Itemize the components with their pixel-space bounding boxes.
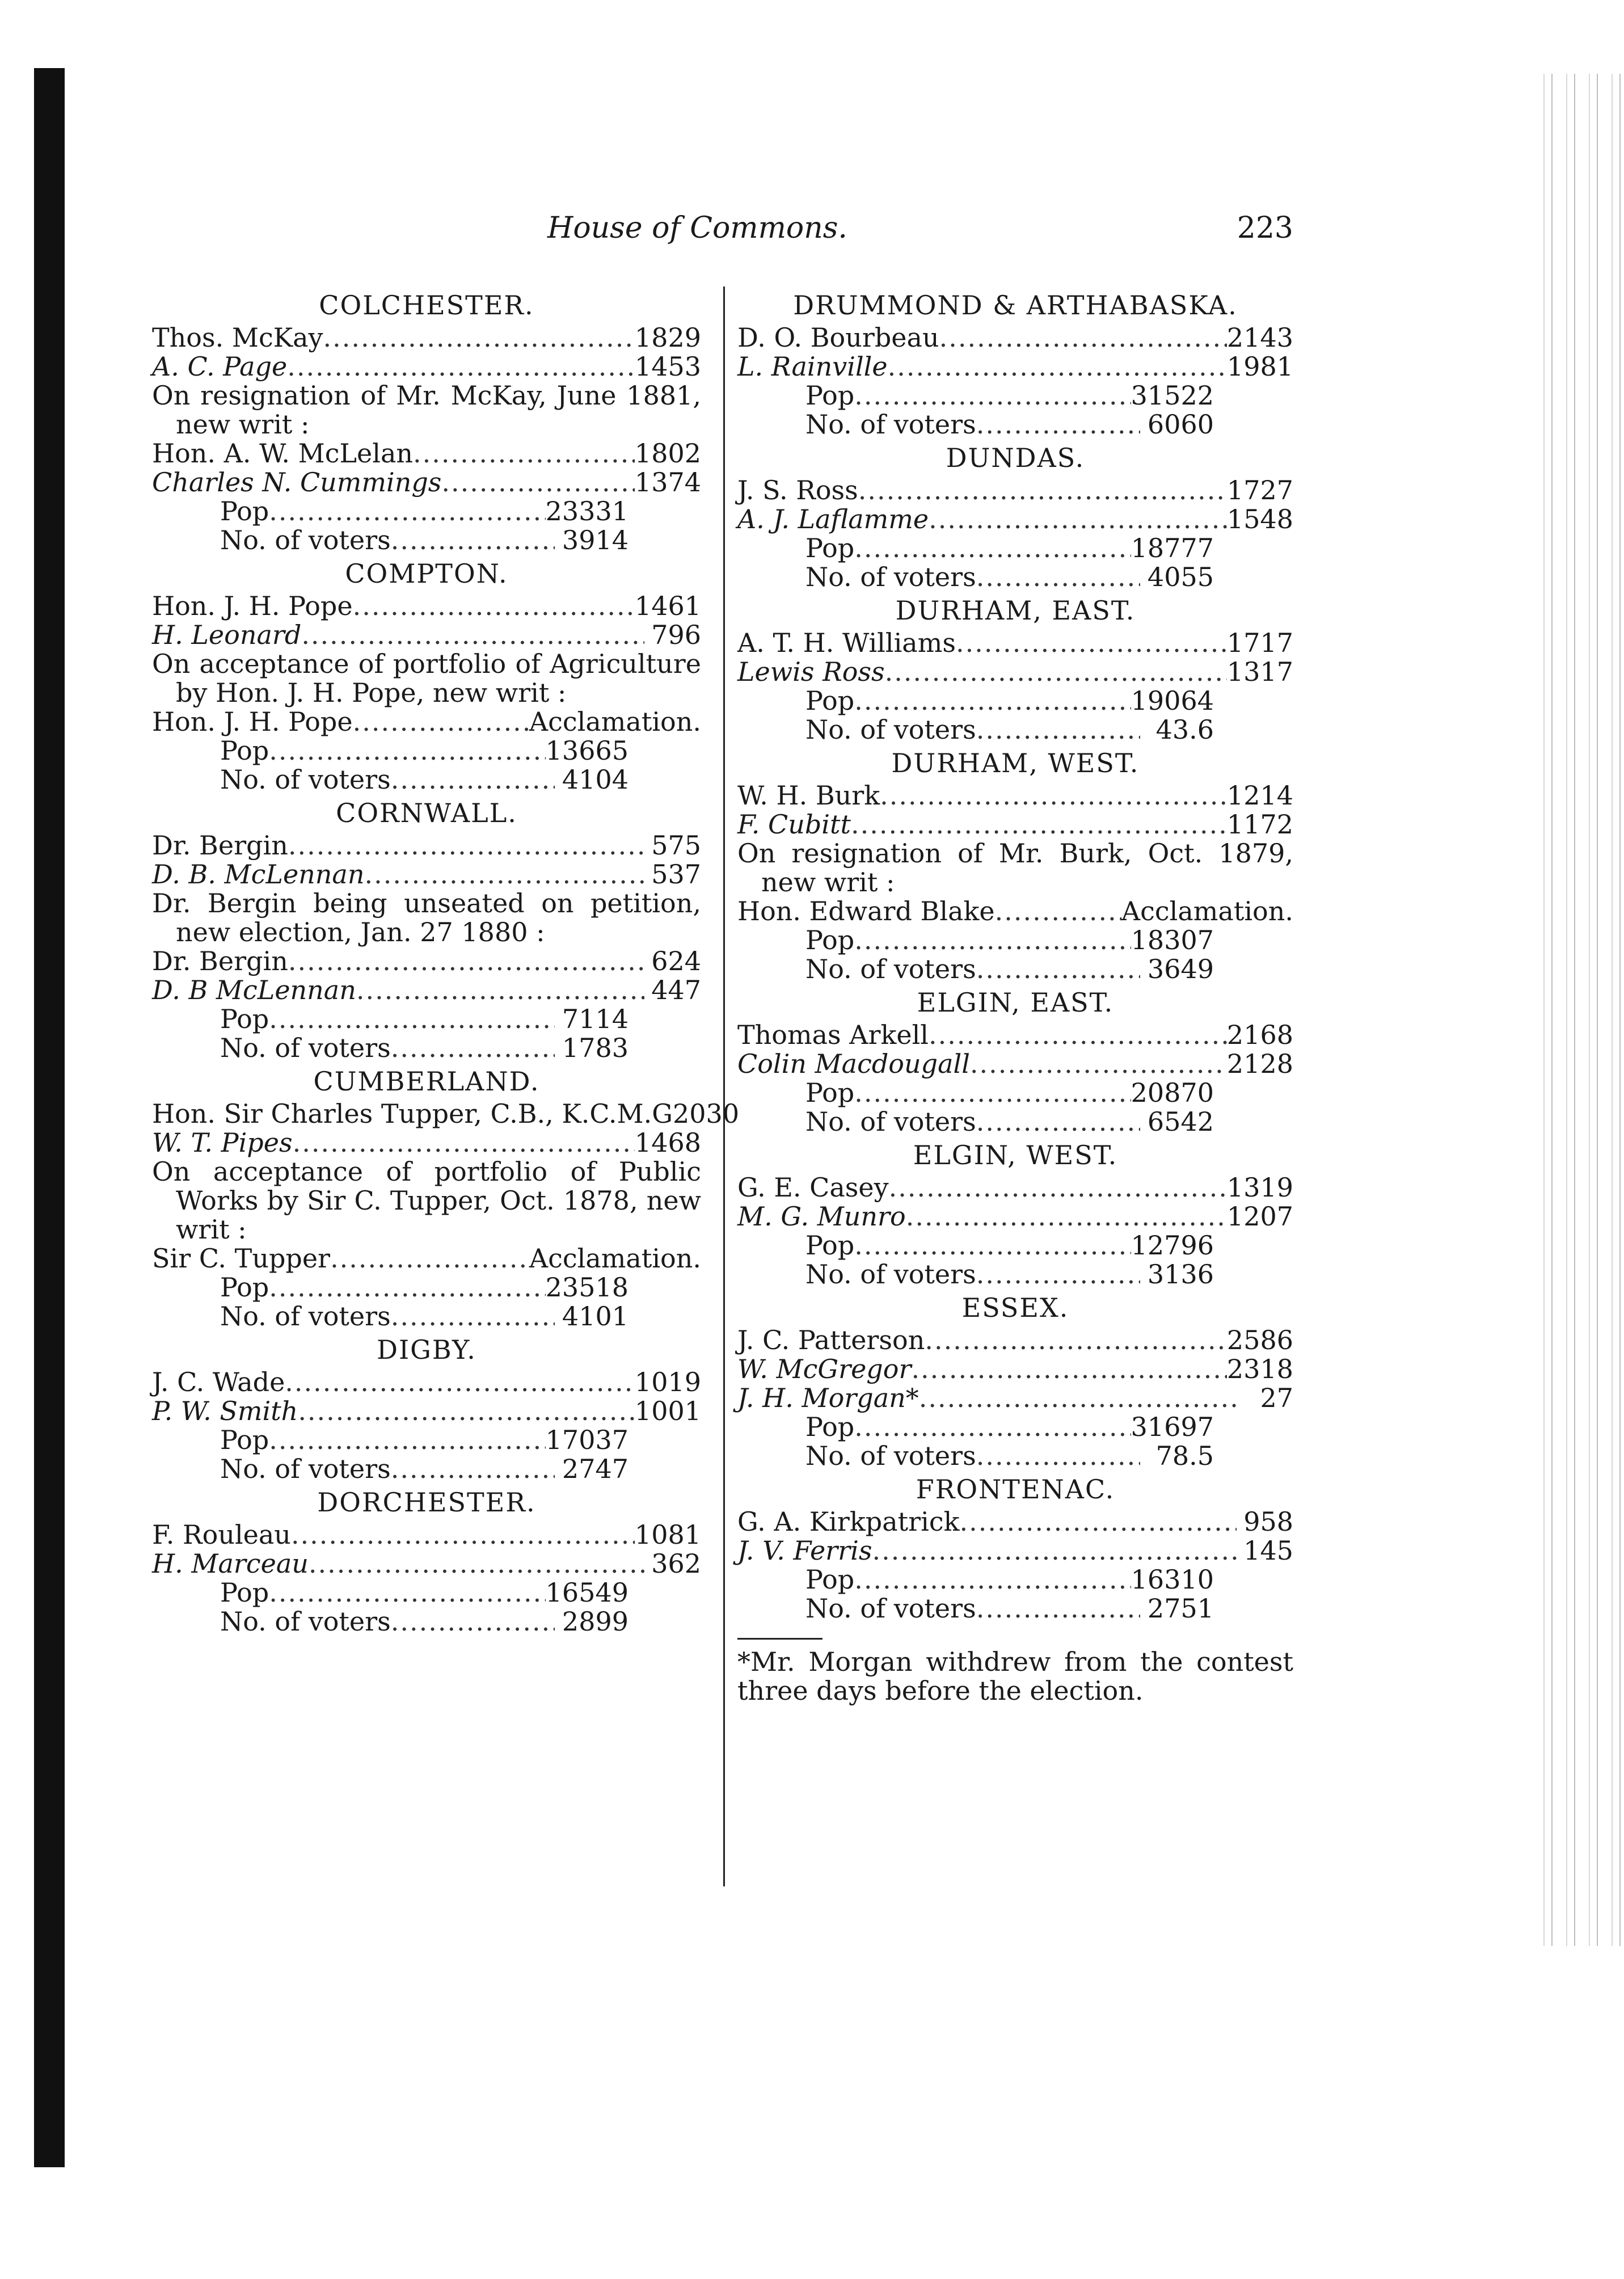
candidate-row [737, 897, 1293, 926]
candidate-name: H. Leonard [152, 620, 302, 650]
candidate-name: J. C. Wade [152, 1367, 285, 1397]
right-column [737, 287, 1293, 1705]
dot-leader [391, 765, 555, 794]
candidate-row [152, 323, 701, 352]
population-row [805, 1565, 1214, 1594]
candidate-votes: 1717 [1226, 627, 1293, 658]
dot-leader [269, 736, 545, 765]
footnote: *Mr. Morgan withdrew from the contest three days before the election. [737, 1646, 1293, 1706]
voters-row [220, 1034, 628, 1063]
population-label: Pop [220, 1004, 269, 1034]
riding-section [152, 1336, 701, 1484]
voters-label: No. of voters [805, 562, 976, 592]
population-row [805, 686, 1214, 715]
population-value: 17037 [545, 1425, 628, 1455]
voters-row [805, 1442, 1214, 1471]
voters-label: No. of voters [220, 1301, 391, 1332]
candidate-name: Hon. J. H. Pope [152, 591, 353, 621]
dot-leader [976, 1107, 1140, 1136]
voters-value: 2751 [1147, 1593, 1214, 1624]
candidate-row [737, 476, 1293, 505]
riding-name: FRONTENAC. [916, 1474, 1115, 1505]
candidate-votes: 2143 [1226, 322, 1293, 353]
scan-margin-noise [1539, 74, 1624, 1946]
population-value: 18307 [1131, 925, 1214, 955]
candidate-row [737, 781, 1293, 810]
candidate-name: D. O. Bourbeau [737, 322, 939, 353]
candidate-votes: 1172 [1226, 809, 1293, 840]
voters-row [805, 1107, 1214, 1136]
candidate-votes: Acclamation. [1121, 896, 1293, 926]
dot-leader [976, 1594, 1140, 1623]
population-label: Pop [220, 496, 269, 526]
candidate-row [152, 1549, 701, 1578]
candidate-votes: 1981 [1226, 351, 1293, 382]
candidate-votes: 2128 [1226, 1048, 1293, 1079]
candidate-row [152, 707, 701, 736]
candidate-row [737, 810, 1293, 839]
candidate-row [737, 1355, 1293, 1384]
dot-leader [939, 323, 1227, 352]
dot-leader [854, 381, 1131, 410]
voters-row [220, 1455, 628, 1484]
candidate-row [152, 592, 701, 621]
voters-label: No. of voters [805, 1259, 976, 1290]
population-value: 19064 [1131, 685, 1214, 716]
dot-leader [364, 860, 644, 889]
riding-section [152, 559, 701, 794]
voters-label: No. of voters [220, 1606, 391, 1637]
voters-row [805, 955, 1214, 984]
riding-name: DIGBY. [377, 1334, 476, 1365]
left-column [152, 287, 740, 1638]
voters-row [220, 526, 628, 555]
dot-leader [298, 1397, 635, 1426]
dot-leader [353, 707, 529, 736]
population-label: Pop [805, 1564, 855, 1595]
election-note: On resignation of Mr. McKay, June 1881, new writ : [152, 380, 701, 440]
voters-value: 4104 [562, 764, 628, 795]
population-label: Pop [805, 925, 855, 955]
dot-leader [851, 810, 1227, 839]
candidate-row [152, 1244, 701, 1273]
candidate-name: Hon. J. H. Pope [152, 706, 353, 737]
candidate-name: H. Marceau [152, 1548, 309, 1579]
population-value: 18777 [1131, 533, 1214, 563]
voters-row [805, 715, 1214, 744]
candidate-name: W. McGregor [737, 1354, 912, 1384]
dot-leader [291, 1520, 635, 1549]
candidate-row [152, 947, 701, 976]
candidate-votes: 1207 [1226, 1201, 1293, 1232]
page-header [147, 211, 1293, 256]
population-row [220, 497, 628, 526]
candidate-row [737, 1173, 1293, 1202]
candidate-name: F. Cubitt [737, 809, 851, 840]
riding-section [152, 799, 701, 1063]
voters-label: No. of voters [805, 1440, 976, 1471]
dot-leader [293, 1128, 635, 1157]
voters-row [805, 1260, 1214, 1289]
dot-leader [269, 1578, 545, 1607]
dot-leader [854, 1565, 1131, 1594]
candidate-votes: 1727 [1226, 475, 1293, 505]
candidate-row [737, 352, 1293, 381]
candidate-votes: 1802 [634, 438, 701, 469]
population-row [805, 926, 1214, 955]
population-value: 20870 [1131, 1077, 1214, 1108]
candidate-row [152, 831, 701, 860]
population-row [220, 1273, 628, 1302]
candidate-name: J. V. Ferris [737, 1535, 872, 1566]
candidate-name: L. Rainville [737, 351, 888, 382]
candidate-votes: Acclamation. [529, 1243, 701, 1274]
candidate-votes: 1548 [1226, 504, 1293, 534]
population-label: Pop [805, 1077, 855, 1108]
dot-leader [353, 592, 635, 621]
riding-section [737, 1294, 1293, 1471]
dot-leader [906, 1202, 1227, 1231]
dot-leader [285, 1368, 635, 1397]
dot-leader [911, 1355, 1226, 1384]
voters-value: 3914 [562, 525, 628, 555]
voters-value: 6060 [1147, 409, 1214, 440]
candidate-votes: 1001 [634, 1396, 701, 1426]
voters-value: 2747 [562, 1454, 628, 1484]
riding-name: ELGIN, WEST. [913, 1140, 1118, 1170]
riding-name: DUNDAS. [946, 443, 1085, 473]
running-title: House of Commons. [547, 211, 847, 245]
candidate-name: M. G. Munro [737, 1201, 906, 1232]
candidate-name: Hon. Sir Charles Tupper, C.B., K.C.M.G [152, 1098, 673, 1129]
population-label: Pop [805, 685, 855, 716]
candidate-name: A. J. Laflamme [737, 504, 929, 534]
dot-leader [288, 947, 644, 976]
voters-value: 6542 [1147, 1106, 1214, 1137]
candidate-row [152, 976, 701, 1005]
candidate-name: Hon. A. W. McLelan [152, 438, 414, 469]
voters-value: 4055 [1147, 562, 1214, 592]
riding-name: CUMBERLAND. [313, 1066, 540, 1097]
population-value: 31697 [1131, 1412, 1214, 1442]
riding-section [737, 988, 1293, 1136]
candidate-votes: 27 [1260, 1383, 1293, 1413]
population-value: 31522 [1131, 380, 1214, 411]
riding-name: DORCHESTER. [317, 1487, 536, 1518]
riding-name: COLCHESTER. [319, 290, 534, 321]
candidate-votes: 1214 [1226, 780, 1293, 811]
dot-leader [872, 1536, 1237, 1565]
population-value: 16310 [1131, 1564, 1214, 1595]
voters-value: 78.5 [1155, 1440, 1214, 1471]
voters-value: 43.6 [1155, 714, 1214, 745]
dot-leader [976, 955, 1140, 984]
voters-value: 2899 [562, 1606, 628, 1637]
population-label: Pop [220, 1425, 269, 1455]
riding-section [737, 596, 1293, 744]
candidate-name: J. C. Patterson [737, 1325, 925, 1355]
candidate-name: G. E. Casey [737, 1172, 889, 1203]
candidate-name: J. H. Morgan* [737, 1383, 919, 1413]
voters-row [805, 410, 1214, 439]
candidate-name: P. W. Smith [152, 1396, 298, 1426]
population-label: Pop [220, 1272, 269, 1303]
dot-leader [976, 715, 1140, 744]
candidate-name: Lewis Ross [737, 656, 885, 687]
population-row [805, 1079, 1214, 1107]
riding-section [737, 291, 1293, 439]
dot-leader [976, 1260, 1140, 1289]
dot-leader [301, 621, 644, 650]
candidate-votes: 796 [651, 620, 701, 650]
candidate-row [737, 323, 1293, 352]
candidate-row [152, 860, 701, 889]
population-row [805, 1413, 1214, 1442]
dot-leader [925, 1326, 1227, 1355]
dot-leader [391, 1607, 555, 1636]
dot-leader [880, 781, 1227, 810]
candidate-name: D. B. McLennan [152, 859, 365, 890]
dot-leader [854, 1413, 1131, 1442]
candidate-row [152, 439, 701, 468]
candidate-name: D. B McLennan [152, 975, 356, 1005]
candidate-row [737, 1021, 1293, 1050]
population-row [805, 1231, 1214, 1260]
election-note: On acceptance of portfolio of Agriculture by Hon. J. H. Pope, new writ : [152, 648, 701, 708]
population-row [220, 1578, 628, 1607]
candidate-votes: 2586 [1226, 1325, 1293, 1355]
candidate-votes: 624 [651, 946, 701, 976]
population-label: Pop [805, 1230, 855, 1261]
candidate-votes: 1319 [1226, 1172, 1293, 1203]
riding-section [737, 1141, 1293, 1289]
dot-leader [970, 1050, 1227, 1079]
voters-value: 3649 [1147, 954, 1214, 984]
dot-leader [854, 534, 1131, 563]
dot-leader [976, 563, 1140, 592]
candidate-name: Colin Macdougall [737, 1048, 970, 1079]
riding-name: CORNWALL. [336, 798, 517, 828]
candidate-votes: 2030 [673, 1098, 740, 1129]
footnote-rule [737, 1638, 822, 1640]
dot-leader [288, 831, 644, 860]
voters-label: No. of voters [220, 525, 391, 555]
candidate-name: Thos. McKay [152, 322, 323, 353]
candidate-name: Thomas Arkell [737, 1020, 929, 1050]
candidate-votes: 1453 [634, 351, 701, 382]
voters-label: No. of voters [805, 1593, 976, 1624]
candidate-row [737, 1384, 1293, 1413]
dot-leader [854, 686, 1131, 715]
dot-leader [929, 1021, 1227, 1050]
dot-leader [959, 1507, 1237, 1536]
dot-leader [391, 1034, 555, 1063]
population-value: 7114 [562, 1004, 628, 1034]
population-row [220, 1426, 628, 1455]
dot-leader [929, 505, 1227, 534]
candidate-row [152, 621, 701, 650]
candidate-row [737, 629, 1293, 658]
right-column-ridings [737, 291, 1293, 1623]
population-value: 23518 [545, 1272, 628, 1303]
candidate-name: Dr. Bergin [152, 946, 288, 976]
population-row [805, 381, 1214, 410]
candidate-name: W. T. Pipes [152, 1127, 293, 1158]
dot-leader [269, 1273, 545, 1302]
dot-leader [413, 439, 635, 468]
election-note: On resignation of Mr. Burk, Oct. 1879, new writ : [737, 838, 1293, 898]
candidate-votes: 447 [651, 975, 701, 1005]
candidate-votes: 145 [1243, 1535, 1293, 1566]
voters-row [220, 1302, 628, 1331]
dot-leader [919, 1384, 1237, 1413]
voters-row [220, 765, 628, 794]
candidate-row [737, 1050, 1293, 1079]
dot-leader [854, 926, 1131, 955]
candidate-row [737, 1326, 1293, 1355]
candidate-name: A. C. Page [152, 351, 288, 382]
population-value: 16549 [545, 1577, 628, 1608]
candidate-votes: 1374 [634, 467, 701, 498]
candidate-votes: 2318 [1226, 1354, 1293, 1384]
riding-name: DRUMMOND & ARTHABASKA. [793, 290, 1238, 321]
election-note: On acceptance of portfolio of Public Works by Sir C. Tupper, Oct. 1878, new writ : [152, 1156, 701, 1245]
riding-section [737, 1475, 1293, 1623]
riding-name: ESSEX. [961, 1292, 1069, 1323]
dot-leader [269, 497, 545, 526]
population-value: 12796 [1131, 1230, 1214, 1261]
candidate-row [152, 1368, 701, 1397]
candidate-votes: 1019 [634, 1367, 701, 1397]
dot-leader [858, 476, 1227, 505]
population-label: Pop [220, 735, 269, 766]
candidate-row [737, 1202, 1293, 1231]
candidate-row [737, 1507, 1293, 1536]
dot-leader [888, 352, 1227, 381]
candidate-row [152, 1098, 740, 1129]
candidate-row [737, 1536, 1293, 1565]
population-label: Pop [805, 380, 855, 411]
candidate-votes: 958 [1243, 1506, 1293, 1537]
dot-leader [287, 352, 635, 381]
voters-row [805, 1594, 1214, 1623]
riding-section [152, 1066, 740, 1332]
voters-label: No. of voters [220, 764, 391, 795]
candidate-name: Charles N. Cummings [152, 467, 442, 498]
dot-leader [391, 526, 555, 555]
dot-leader [330, 1244, 529, 1273]
candidate-name: A. T. H. Williams [737, 627, 956, 658]
page-number: 223 [1237, 211, 1293, 245]
population-row [220, 736, 628, 765]
candidate-row [737, 505, 1293, 534]
candidate-name: W. H. Burk [737, 780, 880, 811]
voters-label: No. of voters [805, 1106, 976, 1137]
population-label: Pop [805, 533, 855, 563]
candidate-name: F. Rouleau [152, 1519, 291, 1550]
binding-edge [34, 68, 65, 2167]
candidate-row [152, 352, 701, 381]
candidate-votes: 1317 [1226, 656, 1293, 687]
voters-label: No. of voters [805, 409, 976, 440]
candidate-votes: 575 [651, 830, 701, 861]
candidate-row [152, 1128, 701, 1157]
candidate-row [152, 468, 701, 497]
dot-leader [269, 1426, 545, 1455]
population-value: 13665 [545, 735, 628, 766]
candidate-name: Sir C. Tupper [152, 1243, 331, 1274]
voters-label: No. of voters [805, 954, 976, 984]
dot-leader [854, 1079, 1131, 1107]
population-row [220, 1005, 628, 1034]
candidate-votes: 1829 [634, 322, 701, 353]
riding-name: DURHAM, WEST. [891, 748, 1140, 778]
riding-name: DURHAM, EAST. [895, 595, 1136, 626]
voters-value: 4101 [562, 1301, 628, 1332]
dot-leader [441, 468, 635, 497]
population-row [805, 534, 1214, 563]
candidate-name: J. S. Ross [737, 475, 858, 505]
candidate-row [737, 658, 1293, 686]
dot-leader [356, 976, 644, 1005]
candidate-row [152, 1397, 701, 1426]
riding-section [737, 444, 1293, 592]
candidate-votes: Acclamation. [529, 706, 701, 737]
voters-label: No. of voters [805, 714, 976, 745]
dot-leader [391, 1455, 555, 1484]
candidate-votes: 1461 [634, 591, 701, 621]
riding-section [152, 1488, 701, 1636]
column-divider [723, 287, 725, 1886]
dot-leader [854, 1231, 1131, 1260]
riding-section [152, 291, 701, 555]
candidate-votes: 537 [651, 859, 701, 890]
voters-label: No. of voters [220, 1033, 391, 1063]
voters-value: 1783 [562, 1033, 628, 1063]
candidate-votes: 1081 [634, 1519, 701, 1550]
voters-value: 3136 [1147, 1259, 1214, 1290]
candidate-votes: 362 [651, 1548, 701, 1579]
population-label: Pop [220, 1577, 269, 1608]
candidate-name: Hon. Edward Blake [737, 896, 995, 926]
population-value: 23331 [545, 496, 628, 526]
dot-leader [309, 1549, 644, 1578]
candidate-name: Dr. Bergin [152, 830, 288, 861]
dot-leader [976, 410, 1140, 439]
candidate-name: G. A. Kirkpatrick [737, 1506, 960, 1537]
dot-leader [885, 658, 1227, 686]
dot-leader [976, 1442, 1140, 1471]
voters-row [805, 563, 1214, 592]
riding-name: ELGIN, EAST. [917, 987, 1114, 1018]
dot-leader [269, 1005, 555, 1034]
riding-name: COMPTON. [345, 558, 508, 589]
voters-label: No. of voters [220, 1454, 391, 1484]
candidate-votes: 2168 [1226, 1020, 1293, 1050]
election-note: Dr. Bergin being unseated on petition, new election, Jan. 27 1880 : [152, 888, 701, 947]
population-label: Pop [805, 1412, 855, 1442]
candidate-votes: 1468 [634, 1127, 701, 1158]
riding-section [737, 749, 1293, 984]
dot-leader [956, 629, 1227, 658]
voters-row [220, 1607, 628, 1636]
dot-leader [323, 323, 635, 352]
dot-leader [889, 1173, 1227, 1202]
dot-leader [391, 1302, 555, 1331]
dot-leader [995, 897, 1121, 926]
candidate-row [152, 1520, 701, 1549]
